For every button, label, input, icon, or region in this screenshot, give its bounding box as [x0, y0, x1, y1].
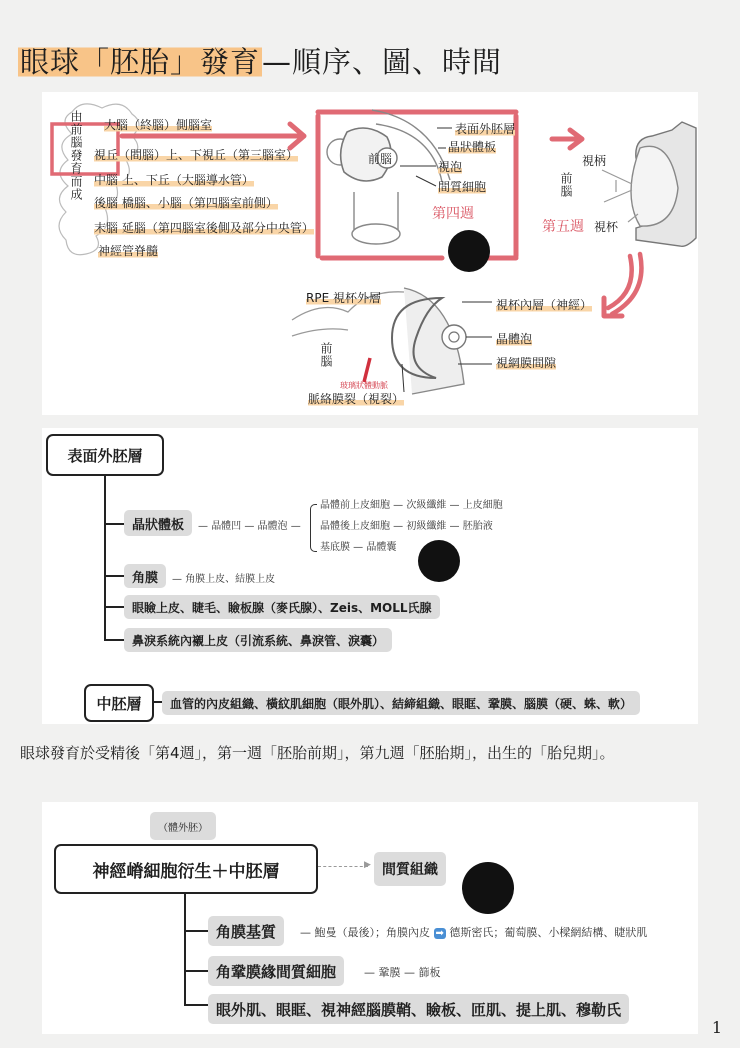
- branch-corneal-stroma: 角膜基質: [208, 916, 284, 946]
- dashed-arrow-icon: ▶: [364, 860, 371, 870]
- cornea-detail: — 角膜上皮、結膜上皮: [172, 574, 276, 585]
- sub-chain: 基底膜 — 晶體囊: [320, 542, 397, 553]
- tag-extra-ectoderm: （體外胚）: [150, 812, 216, 840]
- arrow-right-icon: ➡: [435, 928, 444, 939]
- root-node-neural-crest: 神經嵴細胞衍生＋中胚層: [54, 844, 318, 894]
- hyaloid-artery-label: 玻璃狀體動脈: [340, 381, 388, 390]
- page-title: 眼球「胚胎」發育—順序、圖、時間: [20, 45, 503, 79]
- optic-cup-label: 視杯: [594, 220, 619, 234]
- inner-cup-label: 視杯內層（神經）: [496, 298, 593, 312]
- branch-nasolacrimal: 鼻淚系統內襯上皮（引流系統、鼻淚管、淚囊）: [124, 628, 392, 652]
- week4-label: 視泡: [438, 160, 463, 174]
- chain-item: — 晶體凹 — 晶體泡 —: [198, 521, 301, 532]
- week4-label: 表面外胚層: [455, 122, 516, 136]
- avatar-icon: [462, 862, 514, 914]
- week5-title: 第五週: [542, 219, 584, 235]
- week4-title: 第四週: [432, 206, 474, 222]
- optic-stalk-label: 視柄: [582, 154, 607, 168]
- branch-extraocular: 眼外肌、眼眶、視神經腦膜鞘、瞼板、匝肌、提上肌、穆勒氏: [208, 994, 629, 1024]
- branch-eyelid: 眼瞼上皮、睫毛、瞼板腺（麥氏腺）、Zeis、MOLL氏腺: [124, 595, 440, 619]
- vertical-label: 由前腦發育而成: [69, 110, 83, 201]
- retinal-space-label: 視網膜間隙: [496, 356, 557, 370]
- brain-region-label: 中腦 上、下丘（大腦導水管）: [94, 173, 254, 187]
- branch-lens-plate: 晶狀體板: [124, 510, 192, 536]
- avatar-icon: [418, 540, 460, 582]
- mindmap-neural-crest-panel: [42, 802, 698, 1034]
- node-mesenchyme: 間質組織: [374, 852, 446, 886]
- page-number: 1: [711, 1018, 722, 1037]
- brain-region-label: 後腦 橋腦、小腦（第四腦室前側）: [94, 196, 278, 210]
- rpe-label: RPE 視杯外層: [306, 291, 381, 305]
- branch-limbal-cells: 角鞏膜緣間質細胞: [208, 956, 344, 986]
- mindmap-ectoderm-panel: [42, 428, 698, 724]
- choroid-fissure-label: 脈絡膜裂（視裂）: [308, 392, 405, 406]
- forebrain-label: 前腦: [368, 152, 393, 166]
- brain-region-label: 視丘（間腦）上、下視丘（第三腦室）: [94, 148, 299, 162]
- week4-label: 間質細胞: [438, 180, 487, 194]
- branch-cornea: 角膜: [124, 564, 166, 588]
- brain-region-label: 神經管脊髓: [98, 244, 159, 258]
- forebrain-label: 前腦: [559, 172, 573, 198]
- forebrain-label: 前腦: [319, 342, 333, 368]
- diagram-panel: [42, 92, 698, 415]
- week4-label: 晶狀體板: [448, 140, 497, 154]
- avatar-icon: [448, 230, 490, 272]
- sub-chain: 晶體前上皮細胞 — 次級纖維 — 上皮細胞: [320, 500, 503, 511]
- lens-vesicle-label: 晶體泡: [496, 332, 533, 346]
- sub-chain: 晶體後上皮細胞 — 初級纖維 — 胚胎液: [320, 521, 493, 532]
- corneal-stroma-detail: — 鮑曼（最後）；角膜內皮 ➡ 德斯密氏；葡萄膜、小樑網結構、睫狀肌: [300, 926, 648, 939]
- limbal-chain: — 鞏膜 — 篩板: [364, 966, 441, 979]
- brain-region-label: 末腦 延腦（第四腦室後側及部分中央管）: [94, 221, 314, 235]
- root-node-surface-ectoderm: 表面外胚層: [46, 434, 164, 476]
- brain-region-label: 大腦（終腦）側腦室: [104, 118, 213, 132]
- mesoderm-detail: 血管的內皮組織、橫紋肌細胞（眼外肌）、結締組織、眼眶、鞏膜、腦膜（硬、蛛、軟）: [162, 691, 640, 715]
- body-paragraph: 眼球發育於受精後「第4週」，第一週「胚胎前期」，第九週「胚胎期」，出生的「胎兒期」。: [20, 744, 615, 762]
- root-node-mesoderm: 中胚層: [84, 684, 154, 722]
